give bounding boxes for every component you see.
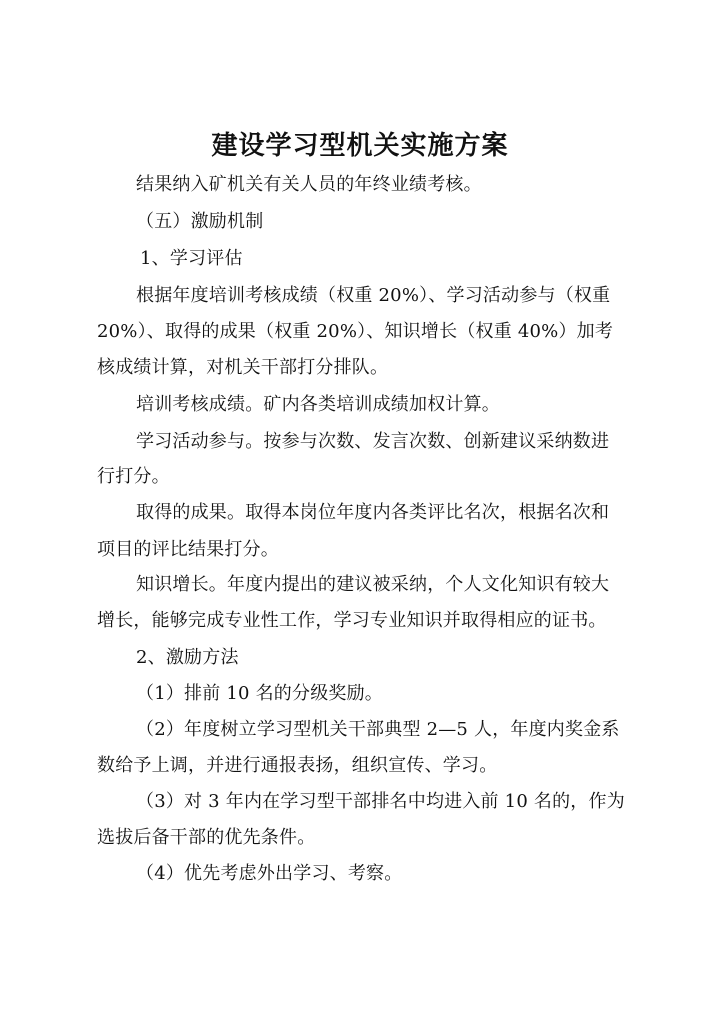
paragraph-line: 数给予上调，并进行通报表扬，组织宣传、学习。 [97,755,498,776]
paragraph-line: 知识增长。年度内提出的建议被采纳，个人文化知识有较大 [136,574,610,595]
paragraph-line: 培训考核成绩。矿内各类培训成绩加权计算。 [136,394,500,415]
document-title: 建设学习型机关实施方案 [211,131,509,161]
paragraph-line: 增长，能够完成专业性工作，学习专业知识并取得相应的证书。 [97,610,607,631]
list-item: （4）优先考虑外出学习、考察。 [136,863,403,884]
subsection-heading: 1、学习评估 [140,248,243,269]
paragraph-line: 学习活动参与。按参与次数、发言次数、创新建议采纳数进 [136,431,610,452]
section-heading: （五）激励机制 [136,211,264,232]
subsection-heading: 2、激励方法 [136,647,239,668]
list-item: （1）排前 10 名的分级奖励。 [136,683,383,704]
paragraph-line: 结果纳入矿机关有关人员的年终业绩考核。 [136,174,482,195]
paragraph-line: 取得的成果。取得本岗位年度内各类评比名次，根据名次和 [136,502,610,523]
paragraph-line: 选拔后备干部的优先条件。 [97,827,316,848]
list-item: （3）对 3 年内在学习型干部排名中均进入前 10 名的，作为 [136,791,625,812]
paragraph-line: 核成绩计算，对机关干部打分排队。 [97,357,389,378]
paragraph-line: 项目的评比结果打分。 [97,539,279,560]
paragraph-line: 20%）、取得的成果（权重 20%）、知识增长（权重 40%）加考 [97,321,614,342]
paragraph-line: 根据年度培训考核成绩（权重 20%）、学习活动参与（权重 [136,285,611,306]
list-item: （2）年度树立学习型机关干部典型 2—5 人，年度内奖金系 [136,719,620,740]
paragraph-line: 行打分。 [97,466,170,487]
